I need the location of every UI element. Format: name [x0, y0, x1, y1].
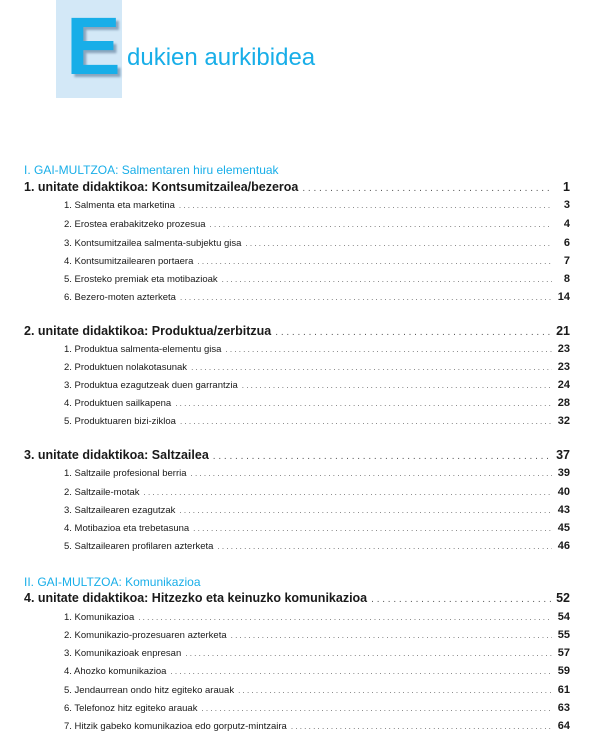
leader-dots — [144, 487, 552, 499]
toc-item[interactable] — [24, 255, 570, 268]
toc-page-number: 4 — [563, 218, 570, 230]
toc-page-number: 43 — [557, 504, 570, 516]
toc-item[interactable] — [24, 291, 570, 304]
leader-dots — [179, 200, 552, 212]
toc-item[interactable] — [24, 720, 570, 733]
toc-item-label: 5. Saltzailearen profilaren azterketa — [64, 541, 214, 552]
toc-item[interactable] — [24, 467, 570, 480]
toc-item[interactable] — [24, 397, 570, 410]
leader-dots — [193, 523, 552, 535]
toc-item[interactable] — [24, 273, 570, 286]
group-title-2: II. GAI-MULTZOA: Komunikazioa — [24, 575, 201, 589]
leader-dots — [213, 449, 552, 464]
toc-page-number: 57 — [557, 647, 570, 659]
toc-item[interactable] — [24, 343, 570, 356]
leader-dots — [231, 630, 552, 642]
toc-item[interactable] — [24, 199, 570, 212]
toc-item-label: 1. Produktua salmenta-elementu gisa — [64, 344, 222, 355]
toc-page-number: 24 — [557, 379, 570, 391]
toc-unit-2[interactable] — [24, 324, 570, 340]
toc-page-number: 64 — [557, 720, 570, 732]
leader-dots — [371, 592, 552, 607]
leader-dots — [180, 416, 552, 428]
leader-dots — [245, 238, 552, 250]
leader-dots — [191, 468, 552, 480]
toc-item[interactable] — [24, 629, 570, 642]
toc-page-number: 23 — [557, 361, 570, 373]
toc-page-number: 59 — [557, 665, 570, 677]
toc-item[interactable] — [24, 522, 570, 535]
toc-page-number: 7 — [563, 255, 570, 267]
leader-dots — [138, 612, 552, 624]
toc-page-number: 23 — [557, 343, 570, 355]
toc-item-label: 3. Saltzailearen ezagutzak — [64, 505, 176, 516]
toc-page-number: 54 — [557, 611, 570, 623]
toc-unit-1[interactable] — [24, 180, 570, 196]
leader-dots — [302, 181, 552, 196]
toc-page-number: 63 — [557, 702, 570, 714]
leader-dots — [179, 505, 552, 517]
toc-item-label: 4. Kontsumitzailearen portaera — [64, 256, 194, 267]
leader-dots — [191, 362, 552, 374]
toc-page-number: 28 — [557, 397, 570, 409]
toc-unit-label: 4. unitate didaktikoa: Hitzezko eta keinuzko komunikazioa — [24, 591, 368, 605]
toc-item-label: 2. Produktuen nolakotasunak — [64, 362, 188, 373]
toc-unit-label: 1. unitate didaktikoa: Kontsumitzailea/bezeroa — [24, 180, 299, 194]
leader-dots — [180, 292, 552, 304]
toc-item-label: 3. Komunikazioak enpresan — [64, 648, 182, 659]
toc-page-number: 21 — [556, 324, 570, 338]
toc-page-number: 6 — [563, 237, 570, 249]
toc-item-label: 7. Hitzik gabeko komunikazioa edo gorputz-mintzaira — [64, 721, 287, 732]
leader-dots — [222, 274, 552, 286]
toc-page-number: 61 — [557, 684, 570, 696]
title-initial-letter: E — [66, 1, 119, 92]
page-title: dukien aurkibidea — [127, 44, 316, 71]
toc-page-number: 37 — [556, 448, 570, 462]
toc-page-number: 1 — [563, 180, 570, 194]
leader-dots — [175, 398, 552, 410]
toc-item[interactable] — [24, 647, 570, 660]
toc-item[interactable] — [24, 540, 570, 553]
toc-unit-label: 2. unitate didaktikoa: Produktua/zerbitzua — [24, 324, 272, 338]
toc-item-label: 3. Kontsumitzailea salmenta-subjektu gisa — [64, 238, 242, 249]
toc-page-number: 8 — [563, 273, 570, 285]
group-title-1: I. GAI-MULTZOA: Salmentaren hiru elementuak — [24, 163, 279, 177]
leader-dots — [201, 703, 552, 715]
toc-item-label: 2. Saltzaile-motak — [64, 487, 140, 498]
toc-item-label: 2. Erostea erabakitzeko prozesua — [64, 219, 206, 230]
toc-item[interactable] — [24, 237, 570, 250]
toc-item-label: 5. Jendaurrean ondo hitz egiteko arauak — [64, 685, 235, 696]
leader-dots — [238, 685, 552, 697]
toc-page-number: 55 — [557, 629, 570, 641]
toc-page-number: 3 — [563, 199, 570, 211]
toc-unit-3[interactable] — [24, 448, 570, 464]
leader-dots — [217, 541, 552, 553]
toc-item-label: 6. Telefonoz hitz egiteko arauak — [64, 703, 198, 714]
leader-dots — [275, 325, 552, 340]
toc-unit-label: 3. unitate didaktikoa: Saltzailea — [24, 448, 209, 462]
toc-item-label: 4. Produktuen sailkapena — [64, 398, 172, 409]
leader-dots — [170, 666, 552, 678]
toc-page-number: 45 — [557, 522, 570, 534]
toc-item[interactable] — [24, 504, 570, 517]
leader-dots — [291, 721, 552, 733]
leader-dots — [242, 380, 552, 392]
toc-item[interactable] — [24, 665, 570, 678]
toc-page-number: 46 — [557, 540, 570, 552]
toc-item-label: 2. Komunikazio-prozesuaren azterketa — [64, 630, 227, 641]
leader-dots — [185, 648, 552, 660]
toc-page-number: 32 — [557, 415, 570, 427]
toc-item-label: 1. Saltzaile profesional berria — [64, 468, 187, 479]
toc-item-label: 5. Erosteko premiak eta motibazioak — [64, 274, 218, 285]
toc-item[interactable] — [24, 611, 570, 624]
toc-page-number: 39 — [557, 467, 570, 479]
toc-unit-4[interactable] — [24, 591, 570, 607]
toc-item[interactable] — [24, 486, 570, 499]
toc-item-label: 4. Motibazioa eta trebetasuna — [64, 523, 190, 534]
toc-item[interactable] — [24, 415, 570, 428]
toc-item-label: 4. Ahozko komunikazioa — [64, 666, 167, 677]
toc-item-label: 3. Produktua ezagutzeak duen garrantzia — [64, 380, 238, 391]
leader-dots — [210, 219, 552, 231]
toc-item-label: 6. Bezero-moten azterketa — [64, 292, 176, 303]
toc-page-number: 52 — [556, 591, 570, 605]
toc-page-number: 14 — [557, 291, 570, 303]
toc-item[interactable] — [24, 379, 570, 392]
leader-dots — [197, 256, 552, 268]
toc-item[interactable] — [24, 218, 570, 231]
toc-item-label: 5. Produktuaren bizi-zikloa — [64, 416, 176, 427]
toc-page-number: 40 — [557, 486, 570, 498]
toc-item[interactable] — [24, 684, 570, 697]
toc-item[interactable] — [24, 361, 570, 374]
toc-item-label: 1. Komunikazioa — [64, 612, 135, 623]
leader-dots — [225, 344, 552, 356]
toc-item-label: 1. Salmenta eta marketina — [64, 200, 175, 211]
toc-item[interactable] — [24, 702, 570, 715]
